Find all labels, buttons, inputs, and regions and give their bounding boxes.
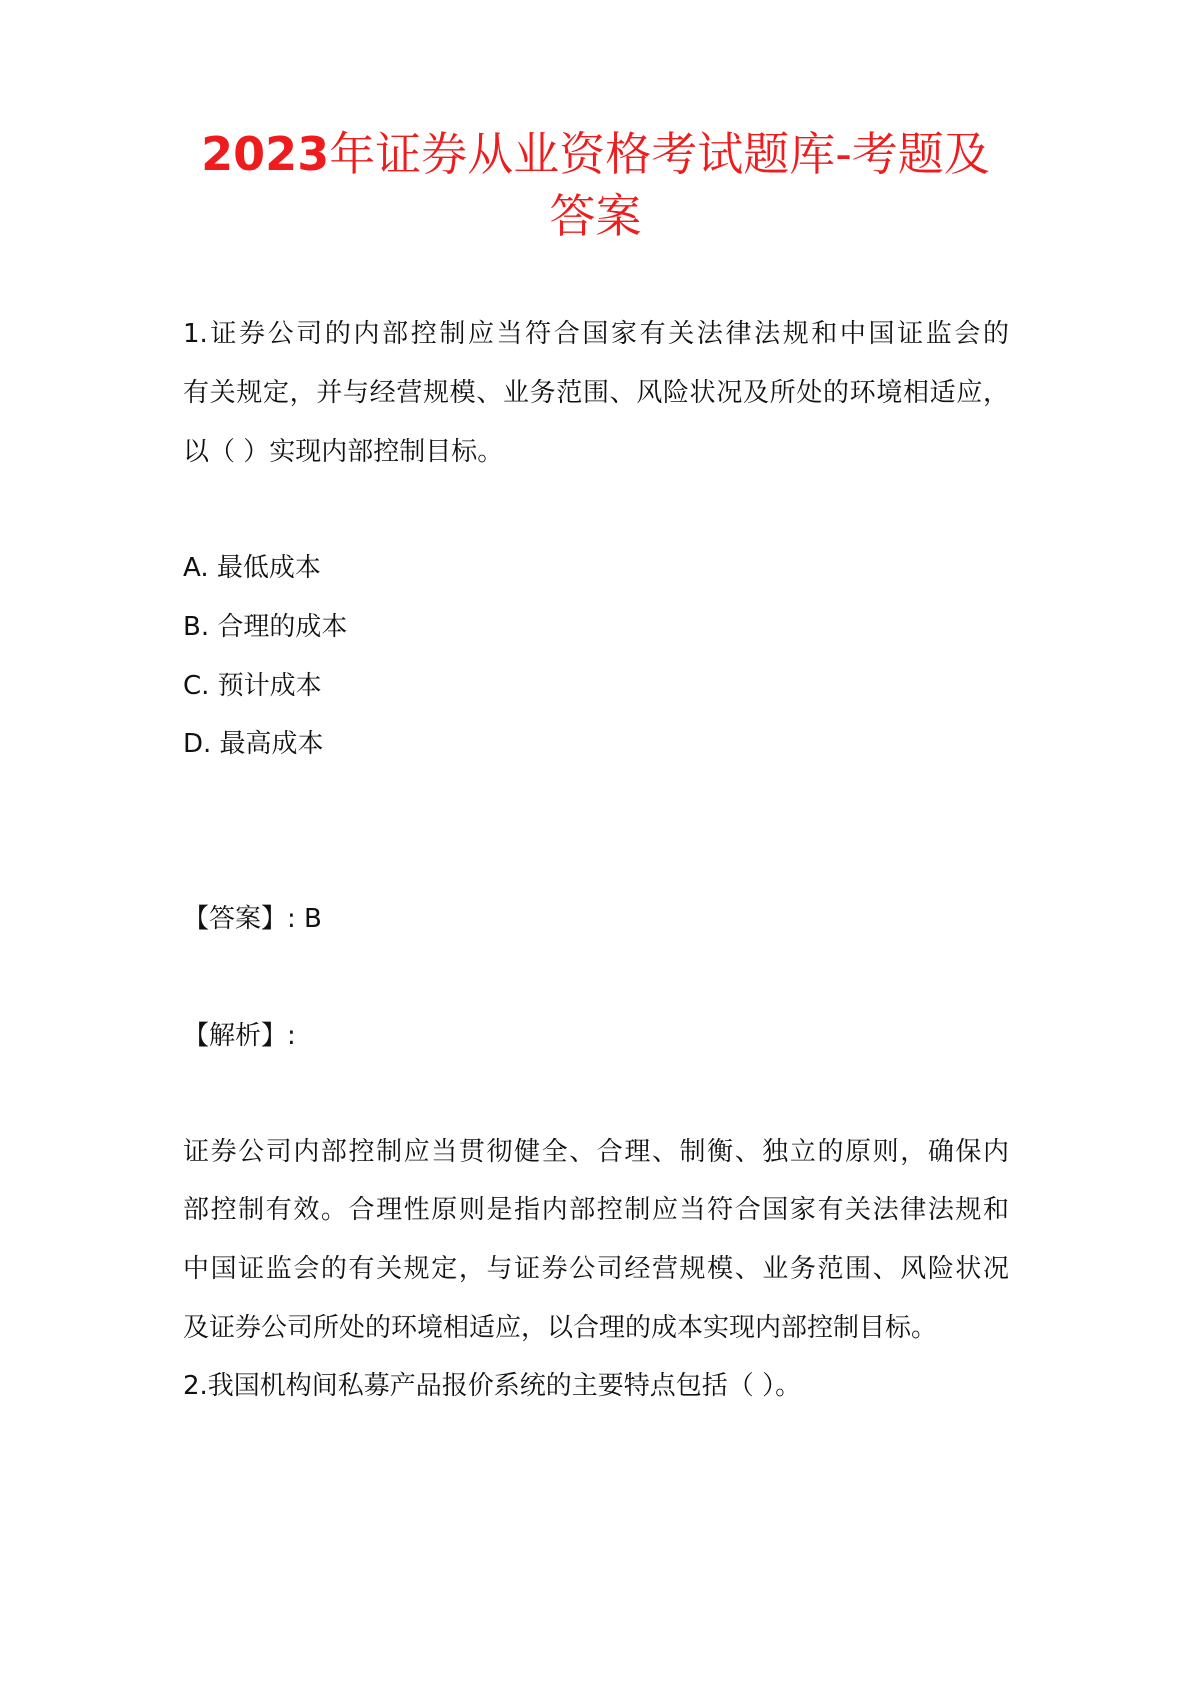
title-text: 年证券从业资格考试题库-考题及 bbox=[329, 127, 990, 181]
analysis-line-4: 及证券公司所处的环境相适应，以合理的成本实现内部控制目标。 bbox=[183, 1313, 938, 1343]
option-c: C. 预计成本 bbox=[183, 671, 322, 701]
question-2-stem: 2.我国机构间私募产品报价系统的主要特点包括（ ）。 bbox=[183, 1371, 802, 1401]
option-d: D. 最高成本 bbox=[183, 729, 324, 759]
analysis-line-3: 中国证监会的有关规定，与证券公司经营规模、业务范围、风险状况 bbox=[183, 1254, 1009, 1284]
analysis-line-1: 证券公司内部控制应当贯彻健全、合理、制衡、独立的原则，确保内 bbox=[183, 1137, 1009, 1167]
title-year: 2023 bbox=[201, 127, 330, 181]
analysis-label: 【解析】: bbox=[183, 1021, 296, 1051]
analysis-line-2: 部控制有效。合理性原则是指内部控制应当符合国家有关法律法规和 bbox=[183, 1195, 1009, 1225]
option-a: A. 最低成本 bbox=[183, 553, 321, 583]
option-b: B. 合理的成本 bbox=[183, 612, 348, 642]
question-1-stem-line-1: 1.证券公司的内部控制应当符合国家有关法律法规和中国证监会的 bbox=[183, 319, 1009, 349]
answer-line: 【答案】: B bbox=[183, 904, 322, 934]
document-title-line-2: 答案 bbox=[549, 189, 642, 243]
question-1-stem-line-2: 有关规定，并与经营规模、业务范围、风险状况及所处的环境相适应， bbox=[183, 378, 1009, 408]
question-1-stem-line-3: 以（ ）实现内部控制目标。 bbox=[183, 437, 504, 467]
document-title-line-1 bbox=[0, 128, 1191, 180]
